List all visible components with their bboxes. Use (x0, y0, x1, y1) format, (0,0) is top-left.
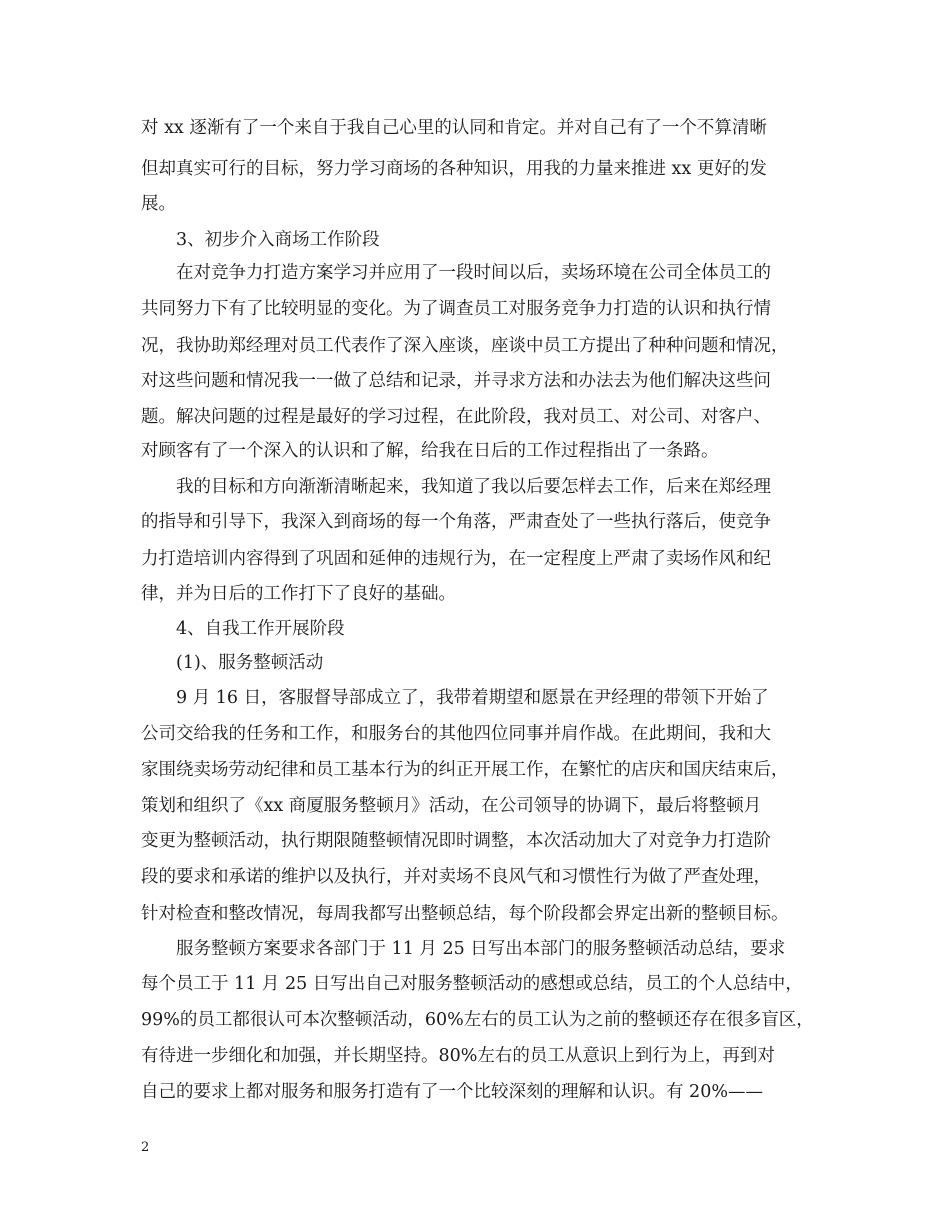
text-line: 针对检查和整改情况，每周我都写出整顿总结，每个阶段都会界定出新的整顿目标。 (141, 904, 789, 924)
text-line: 策划和组织了《xx 商厦服务整顿月》活动，在公司领导的协调下，最后将整顿月 (141, 796, 762, 816)
text-line: 对顾客有了一个深入的认识和了解，给我在日后的工作过程指出了一条路。 (141, 441, 719, 461)
text-line: 段的要求和承诺的维护以及执行，并对卖场不良风气和习惯性行为做了严查处理， (141, 867, 771, 887)
text-line: 自己的要求上都对服务和服务打造有了一个比较深刻的理解和认识。有 20%—— (141, 1082, 763, 1102)
text-line: 服务整顿方案要求各部门于 11 月 25 日写出本部门的服务整顿活动总结，要求 (176, 939, 786, 959)
text-line: 对 xx 逐渐有了一个来自于我自己心里的认同和肯定。并对自己有了一个不算清晰 (141, 118, 767, 138)
text-line: 家围绕卖场劳动纪律和员工基本行为的纠正开展工作，在繁忙的店庆和国庆结束后， (141, 760, 789, 780)
text-line: 力打造培训内容得到了巩固和延伸的违规行为，在一定程度上严肃了卖场作风和纪 (141, 549, 771, 569)
text-line: 律，并为日后的工作打下了良好的基础。 (141, 584, 456, 604)
text-line: 题。解决问题的过程是最好的学习过程，在此阶段，我对员工、对公司、对客户、 (141, 407, 771, 427)
section-heading: 4、自我工作开展阶段 (176, 619, 345, 639)
text-line: 公司交给我的任务和工作，和服务台的其他四位同事并肩作战。在此期间，我和大 (141, 724, 771, 744)
subsection-heading: (1)、服务整顿活动 (176, 653, 324, 673)
section-heading: 3、初步介入商场工作阶段 (176, 230, 380, 250)
text-line: 况，我协助郑经理对员工代表作了深入座谈，座谈中员工方提出了种种问题和情况， (141, 336, 789, 356)
text-line: 每个员工于 11 月 25 日写出自己对服务整顿活动的感想或总结，员工的个人总结中， (141, 974, 803, 994)
text-line: 对这些问题和情况我一一做了总结和记录，并寻求方法和办法去为他们解决这些问 (141, 371, 771, 391)
text-line: 有待进一步细化和加强，并长期坚持。80%左右的员工从意识上到行为上，再到对 (141, 1046, 775, 1066)
text-line: 展。 (141, 194, 176, 214)
text-line: 在对竞争力打造方案学习并应用了一段时间以后，卖场环境在公司全体员工的 (176, 263, 771, 283)
text-line: 99%的员工都很认可本次整顿活动，60%左右的员工认为之前的整顿还存在很多盲区， (141, 1010, 814, 1030)
page-number: 2 (141, 1140, 150, 1155)
text-line: 但却真实可行的目标，努力学习商场的各种知识，用我的力量来推进 xx 更好的发 (141, 159, 767, 179)
text-line: 9 月 16 日，客服督导部成立了，我带着期望和愿景在尹经理的带领下开始了 (176, 688, 769, 708)
text-line: 我的目标和方向渐渐清晰起来，我知道了我以后要怎样去工作，后来在郑经理 (176, 477, 771, 497)
text-line: 共同努力下有了比较明显的变化。为了调查员工对服务竞争力打造的认识和执行情 (141, 299, 771, 319)
text-line: 的指导和引导下，我深入到商场的每一个角落，严肃查处了一些执行落后，使竞争 (141, 512, 771, 532)
text-line: 变更为整顿活动，执行期限随整顿情况即时调整，本次活动加大了对竞争力打造阶 (141, 831, 771, 851)
